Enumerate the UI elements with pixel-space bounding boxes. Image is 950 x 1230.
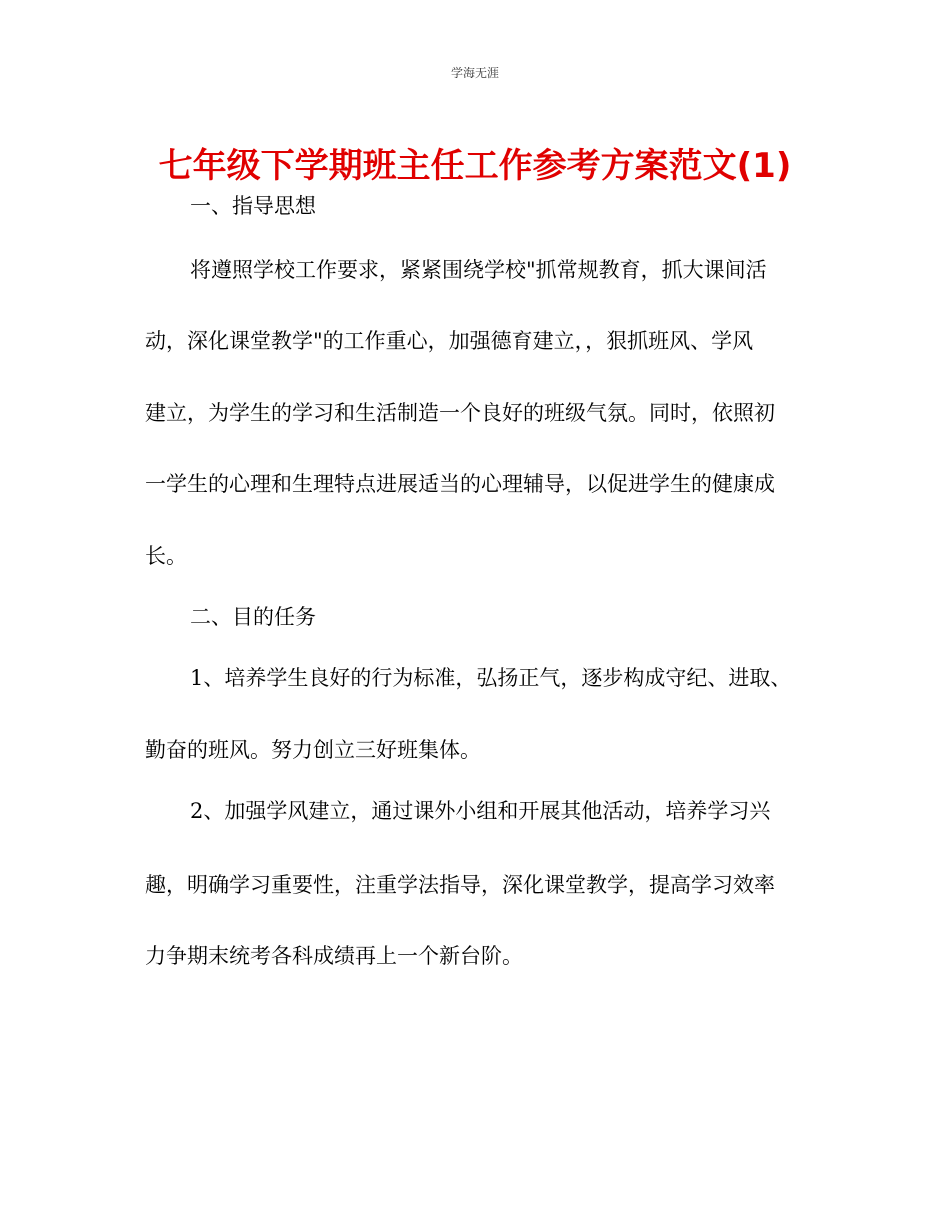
section-heading-1: 一、指导思想 bbox=[190, 194, 316, 218]
page-header: 学海无涯 bbox=[450, 66, 499, 80]
paragraph-line: 将遵照学校工作要求，紧紧围绕学校"抓常规教育，抓大课间活 bbox=[190, 258, 767, 282]
paragraph-line: 长。 bbox=[145, 544, 187, 568]
paragraph-line: 1、培养学生良好的行为标准，弘扬正气，逐步构成守纪、进取、 bbox=[190, 666, 792, 690]
paragraph-line: 一学生的心理和生理特点进展适当的心理辅导，以促进学生的健康成 bbox=[145, 472, 775, 496]
paragraph-line: 勤奋的班风。努力创立三好班集体。 bbox=[145, 738, 481, 762]
paragraph-line: 2、加强学风建立，通过课外小组和开展其他活动，培养学习兴 bbox=[190, 799, 771, 823]
paragraph-line: 力争期末统考各科成绩再上一个新台阶。 bbox=[145, 944, 523, 968]
section-heading-2: 二、目的任务 bbox=[190, 605, 316, 629]
paragraph-line: 动，深化课堂教学"的工作重心，加强德育建立，，狠抓班风、学风 bbox=[145, 329, 754, 353]
document-title: 七年级下学期班主任工作参考方案范文(1) bbox=[158, 146, 792, 186]
paragraph-line: 建立，为学生的学习和生活制造一个良好的班级气氛。同时，依照初 bbox=[145, 401, 775, 425]
paragraph-line: 趣，明确学习重要性，注重学法指导，深化课堂教学，提高学习效率 bbox=[145, 873, 775, 897]
